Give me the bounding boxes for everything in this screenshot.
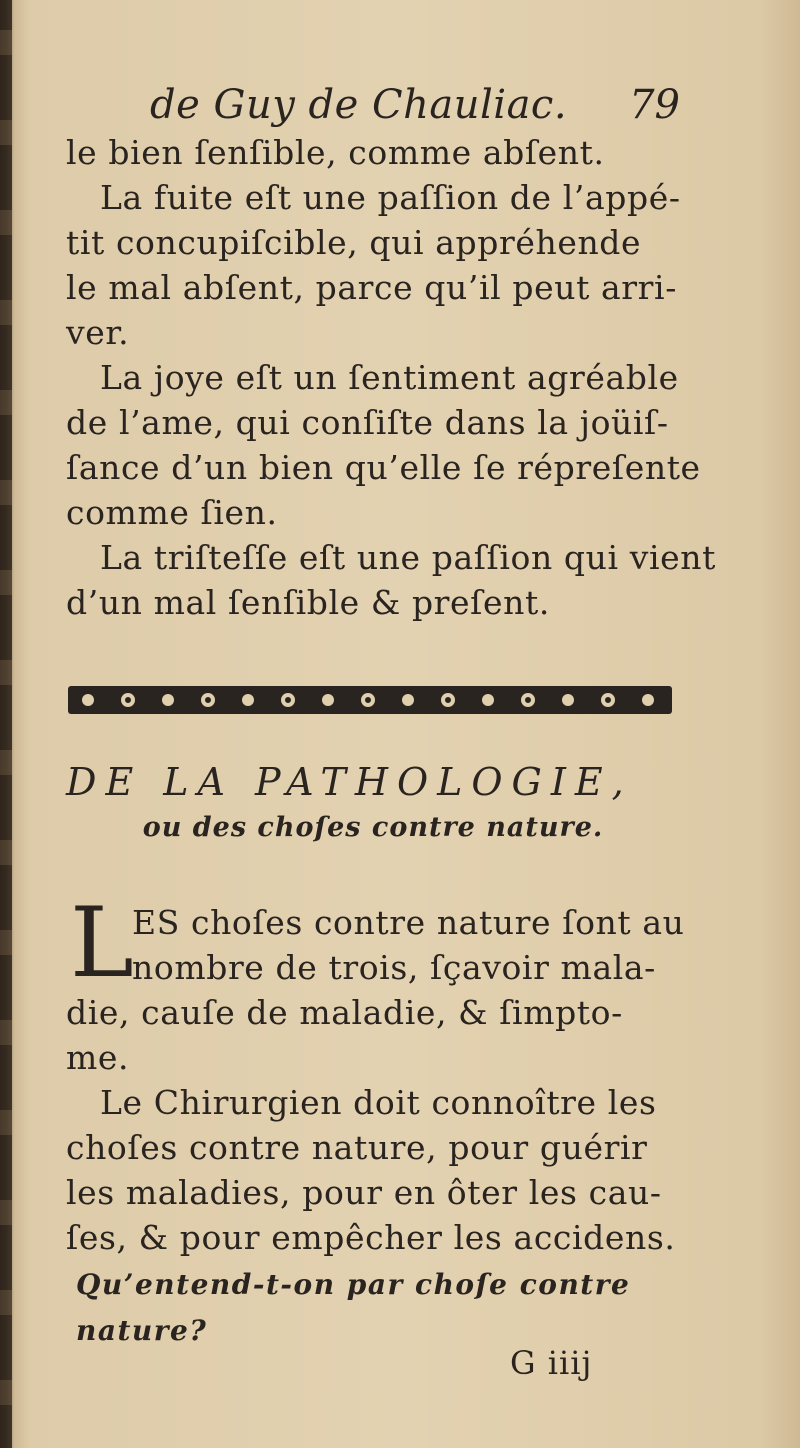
section-subheading: ou des choſes contre nature. bbox=[142, 812, 604, 843]
text-line: le mal abſent, parce qu’il peut arri- bbox=[66, 268, 677, 307]
question bbox=[76, 1262, 676, 1354]
text-line: d’un mal ſenſible & preſent. bbox=[66, 583, 550, 622]
text-line: ver. bbox=[66, 313, 130, 352]
text-line: choſes contre nature, pour guérir bbox=[66, 1128, 648, 1167]
text-line: La triſteſſe eſt une paſſion qui vient bbox=[100, 538, 716, 577]
page-number: 79 bbox=[629, 82, 680, 128]
text-line: tit concupiſcible, qui appréhende bbox=[66, 223, 642, 262]
running-head-title: de Guy de Chauliac. bbox=[150, 82, 568, 128]
ornamental-band bbox=[68, 682, 672, 718]
section-heading: DE LA PATHOLOGIE, bbox=[66, 760, 633, 804]
text-line: de l’ame, qui conſiſte dans la joüiſ- bbox=[66, 403, 669, 442]
text-line: ſance d’un bien qu’elle ſe répreſente bbox=[66, 448, 701, 487]
text-line: Le Chirurgien doit connoître les bbox=[100, 1083, 657, 1122]
text-line: nombre de trois, ſçavoir mala- bbox=[132, 948, 656, 987]
text-line: ſes, & pour empêcher les accidens. bbox=[66, 1218, 676, 1257]
text-line: les maladies, pour en ôter les cau- bbox=[66, 1173, 662, 1212]
running-head bbox=[150, 82, 680, 132]
text-line: La fuite eſt une paſſion de l’appé- bbox=[100, 178, 681, 217]
text-line: le bien ſenſible, comme abſent. bbox=[66, 133, 605, 172]
text-line: me. bbox=[66, 1038, 130, 1077]
gutter-edge bbox=[0, 0, 12, 1448]
text-line: comme ſien. bbox=[66, 493, 278, 532]
question-line: Qu’entend-t-on par choſe contre bbox=[76, 1268, 631, 1301]
signature-mark: G iiij bbox=[510, 1344, 593, 1382]
drop-cap: L bbox=[70, 887, 134, 999]
question-line: nature? bbox=[76, 1314, 208, 1347]
text-line: ES choſes contre nature ſont au bbox=[132, 903, 685, 942]
text-line: die, cauſe de maladie, & ſimpto- bbox=[66, 993, 623, 1032]
passions-text bbox=[66, 130, 716, 625]
text-line: La joye eſt un ſentiment agréable bbox=[100, 358, 679, 397]
body-text bbox=[66, 887, 685, 1260]
